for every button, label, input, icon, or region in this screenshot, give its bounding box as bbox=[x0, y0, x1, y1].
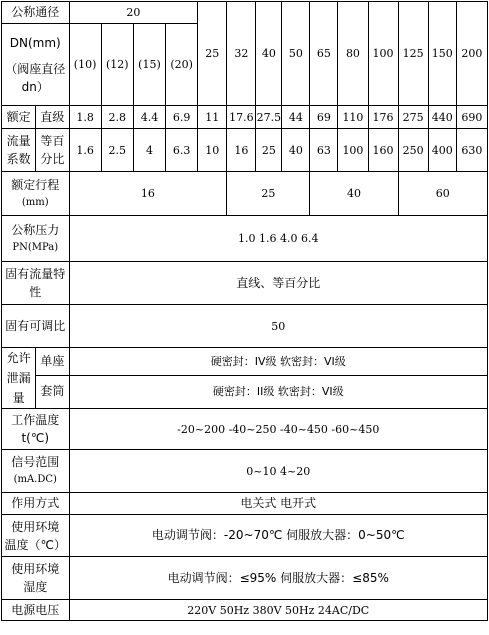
dn-value: (15) bbox=[133, 24, 165, 106]
stroke-value: 16 bbox=[69, 172, 227, 216]
dn-label-b: DN(mm) bbox=[9, 35, 61, 50]
dn-value: 65 bbox=[310, 2, 338, 106]
env-humidity-label-a: 使用环境 bbox=[11, 562, 60, 576]
kv-label-a: 额定 bbox=[2, 106, 36, 129]
dn-label-c: （阀座直径 dn） bbox=[5, 61, 66, 94]
pressure-label bbox=[2, 216, 70, 262]
dn-value: 32 bbox=[227, 2, 256, 106]
dn-value: 150 bbox=[428, 2, 456, 106]
leakage-cage-label: 套筒 bbox=[36, 375, 69, 408]
kv-linear-value: 4.4 bbox=[133, 106, 165, 129]
dn-value: 125 bbox=[398, 2, 428, 106]
leakage-cage-value: 硬密封：II级 软密封：VI级 bbox=[69, 375, 488, 408]
stroke-value: 60 bbox=[398, 172, 487, 216]
kv-linear-value: 440 bbox=[428, 106, 456, 129]
kv-eqp-value: 63 bbox=[310, 129, 338, 172]
dn-value: 80 bbox=[338, 2, 368, 106]
kv-eqp-value: 40 bbox=[282, 129, 310, 172]
rangeability-label: 固有可调比 bbox=[2, 305, 70, 348]
leakage-single-label: 单座 bbox=[36, 348, 69, 376]
kv-label-b: 流量 bbox=[6, 134, 31, 148]
kv-linear-value: 6.9 bbox=[166, 106, 198, 129]
temperature-value: -20~200 -40~250 -40~450 -60~450 bbox=[69, 409, 488, 450]
dn-group-20: 20 bbox=[69, 2, 198, 24]
kv-eqp-value: 16 bbox=[227, 129, 256, 172]
kv-linear-value: 11 bbox=[198, 106, 227, 129]
env-temp-label-a: 使用环境 bbox=[11, 519, 60, 534]
kv-eqp-value: 100 bbox=[338, 129, 368, 172]
kv-linear-value: 27.5 bbox=[256, 106, 282, 129]
env-temp-label-b: 温度（℃） bbox=[4, 537, 66, 552]
kv-linear-value: 44 bbox=[282, 106, 310, 129]
temperature-label-a: 工作温度 bbox=[11, 413, 60, 427]
signal-label bbox=[2, 450, 70, 493]
kv-label-bc bbox=[2, 129, 36, 172]
power-label: 电源电压 bbox=[2, 600, 70, 621]
env-humidity-label-b: 湿度 bbox=[23, 580, 48, 594]
kv-linear-value: 690 bbox=[456, 106, 487, 129]
env-temp-value: 电动调节阀：-20~70℃ 伺服放大器：0~50℃ bbox=[69, 515, 488, 557]
kv-linear-value: 69 bbox=[310, 106, 338, 129]
signal-label-b: (mA.DC) bbox=[13, 474, 57, 485]
dn-value: 25 bbox=[198, 2, 227, 106]
kv-linear-value: 2.8 bbox=[101, 106, 133, 129]
kv-eqp-label: 等百分比 bbox=[36, 129, 69, 172]
kv-eqp-value: 10 bbox=[198, 129, 227, 172]
signal-label-a: 信号范围 bbox=[11, 455, 60, 469]
dn-value: 200 bbox=[456, 2, 487, 106]
stroke-label-a: 额定行程 bbox=[11, 177, 60, 192]
pressure-label-b: PN(MPa) bbox=[12, 241, 59, 253]
power-value: 220V 50Hz 380V 50Hz 24AC/DC bbox=[69, 600, 488, 621]
kv-eqp-value: 6.3 bbox=[166, 129, 198, 172]
kv-linear-value: 110 bbox=[338, 106, 368, 129]
kv-eqp-value: 25 bbox=[256, 129, 282, 172]
kv-linear-value: 1.8 bbox=[69, 106, 101, 129]
kv-eqp-value: 160 bbox=[368, 129, 398, 172]
dn-value: (20) bbox=[166, 24, 198, 106]
temperature-label-b: t(℃) bbox=[21, 431, 50, 445]
kv-eqp-value: 630 bbox=[456, 129, 487, 172]
env-humidity-value: 电动调节阀：≤95% 伺服放大器：≤85% bbox=[69, 557, 488, 600]
pressure-value: 1.0 1.6 4.0 6.4 bbox=[69, 216, 488, 262]
flow-char-value: 直线、等百分比 bbox=[69, 262, 488, 305]
kv-linear-value: 275 bbox=[398, 106, 428, 129]
leakage-single-value: 硬密封：IV级 软密封：VI级 bbox=[69, 348, 488, 376]
flow-char-label: 固有流量特性 bbox=[2, 262, 70, 305]
kv-linear-value: 176 bbox=[368, 106, 398, 129]
dn-label-a: 公称通径 bbox=[2, 2, 70, 24]
rangeability-value: 50 bbox=[69, 305, 488, 348]
env-humidity-label bbox=[2, 557, 70, 600]
kv-eqp-value: 4 bbox=[133, 129, 165, 172]
kv-eqp-value: 2.5 bbox=[101, 129, 133, 172]
signal-value: 0~10 4~20 bbox=[69, 450, 488, 493]
dn-value: (12) bbox=[101, 24, 133, 106]
stroke-value: 40 bbox=[310, 172, 398, 216]
dn-value: 50 bbox=[282, 2, 310, 106]
dn-value: 100 bbox=[368, 2, 398, 106]
leakage-label: 允许泄漏量 bbox=[2, 348, 36, 409]
action-label: 作用方式 bbox=[2, 493, 70, 515]
kv-linear-value: 17.6 bbox=[227, 106, 256, 129]
kv-eqp-value: 400 bbox=[428, 129, 456, 172]
kv-eqp-value: 1.6 bbox=[69, 129, 101, 172]
stroke-value: 25 bbox=[227, 172, 310, 216]
temperature-label bbox=[2, 409, 70, 450]
action-value: 电关式 电开式 bbox=[69, 493, 488, 515]
env-temp-label bbox=[2, 515, 70, 557]
dn-value: (10) bbox=[69, 24, 101, 106]
kv-label-c: 系数 bbox=[6, 152, 31, 166]
dn-label-block bbox=[2, 24, 70, 106]
kv-eqp-value: 250 bbox=[398, 129, 428, 172]
stroke-label bbox=[2, 172, 70, 216]
dn-value: 40 bbox=[256, 2, 282, 106]
pressure-label-a: 公称压力 bbox=[11, 222, 60, 237]
stroke-label-b: (mm) bbox=[21, 196, 49, 208]
kv-linear-label: 直级 bbox=[36, 106, 69, 129]
spec-table bbox=[1, 1, 488, 621]
